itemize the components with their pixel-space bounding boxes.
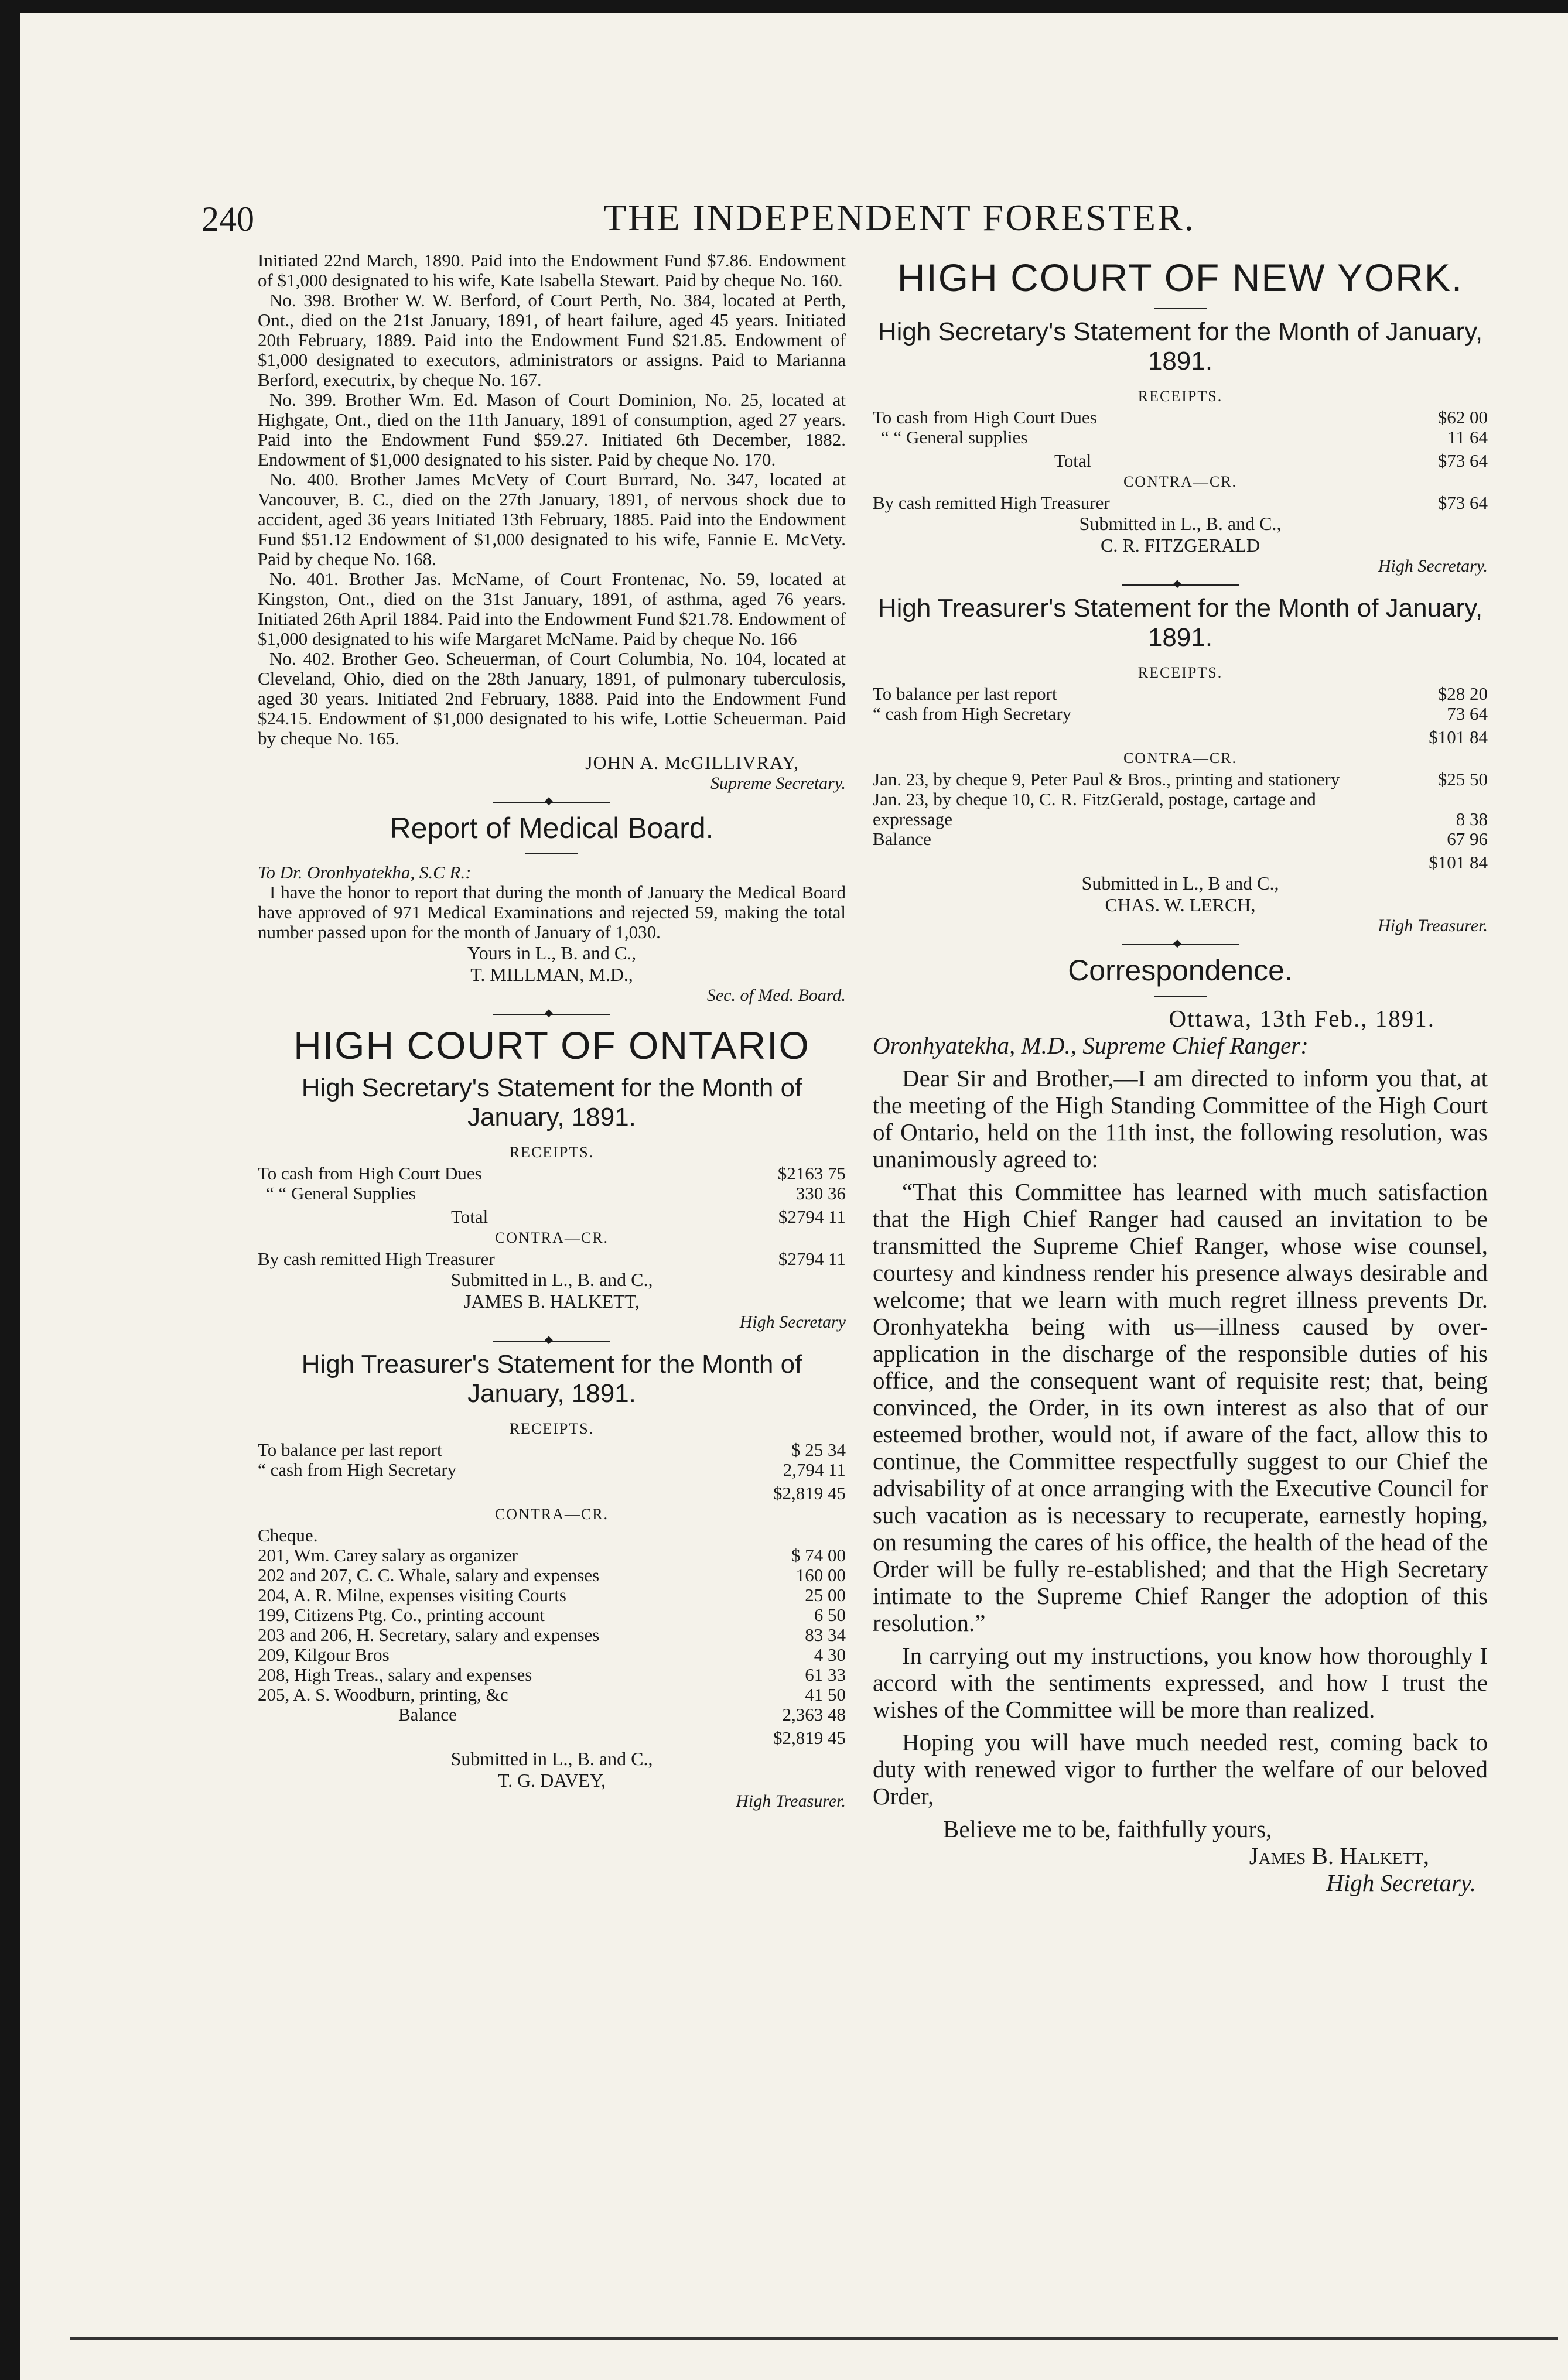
medical-report — [258, 863, 846, 942]
ontario-treasurer-name: T. G. DAVEY, — [497, 1770, 606, 1791]
divider — [1122, 584, 1239, 586]
contra-label: CONTRA—CR. — [1123, 473, 1238, 490]
ledger-row: By cash remitted High Treasurer $73 64 — [873, 493, 1488, 513]
receipts-label: RECEIPTS. — [509, 1144, 595, 1161]
new-york-secretary-heading: High Secretary's Statement for the Month of January, 1891. — [877, 317, 1483, 375]
new-york-secretary-submitted: Submitted in L., B. and C., — [1079, 513, 1282, 534]
ontario-secretary-heading: High Secretary's Statement for the Month of January, 1891. — [301, 1073, 802, 1131]
ledger-row: To balance per last report $28 20 — [873, 683, 1488, 704]
ledger-row: Jan. 23, by cheque 9, Peter Paul & Bros., printing and stationery $25 50 — [873, 769, 1488, 789]
ledger-row: 208, High Treas., salary and expenses 61 33 — [258, 1664, 846, 1685]
new-york-heading: HIGH COURT OF NEW YORK. — [897, 256, 1464, 299]
correspondence-heading: Correspondence. — [1068, 954, 1293, 987]
death-notices — [258, 251, 846, 748]
ontario-treasurer-heading: High Treasurer's Statement for the Month of January, 1891. — [301, 1350, 802, 1408]
ledger-row: 202 and 207, C. C. Whale, salary and expenses 160 00 — [258, 1565, 846, 1585]
cheque-label: Cheque. — [258, 1525, 318, 1545]
ledger-row: 203 and 206, H. Secretary, salary and expenses 83 34 — [258, 1625, 846, 1645]
correspondence-closing: Believe me to be, faithfully yours, — [943, 1815, 1272, 1842]
ledger-row: To cash from High Court Dues $62 00 — [873, 407, 1488, 428]
divider — [493, 1014, 610, 1015]
correspondence-dateline: Ottawa, 13th Feb., 1891. — [1169, 1005, 1435, 1032]
correspondence-signer-name: James B. Halkett, — [1249, 1842, 1429, 1869]
ledger-row: To balance per last report $ 25 34 — [258, 1439, 846, 1460]
ontario-treasurer-cheques — [258, 1545, 846, 1748]
contra-label: CONTRA—CR. — [494, 1229, 609, 1246]
receipts-label: RECEIPTS. — [1137, 664, 1223, 681]
death-notice: No. 400. Brother James McVety of Court Burrard, No. 347, located at Vancouver, B. C., died on the 27th January, 1891, of nervous shock due to accident, aged 36 years Initiated 13th February, 1885. Paid into the Endowment Fund $51.12 Endowment of $1,000 designated to his wife, Fannie E. McVety. Paid by cheque No. 168. — [258, 469, 846, 569]
correspondence-paragraph: Hoping you will have much needed rest, coming back to duty with renewed vigor to further the welfare of our beloved Order, — [873, 1729, 1488, 1810]
right-column — [873, 251, 1488, 1896]
correspondence-body — [873, 1065, 1488, 1810]
new-york-treasurer-heading: High Treasurer's Statement for the Month of January, 1891. — [877, 594, 1483, 652]
divider — [1122, 944, 1239, 945]
divider — [493, 1341, 610, 1342]
scan-edge-bottom — [70, 2337, 1558, 2340]
ledger-row: To cash from High Court Dues $2163 75 — [258, 1163, 846, 1184]
death-notice: No. 398. Brother W. W. Berford, of Court Perth, No. 384, located at Perth, Ont., died on the 21st January, 1891, of heart failure, aged 45 years. Initiated 20th February, 1889. Paid into the Endowment Fund $21.85. Endowment of $1,000 designated to executors, administrators or assigns. Paid to Marianna Berford, executrix, by cheque No. 167. — [258, 290, 846, 390]
scan-edge-left — [0, 0, 20, 2380]
divider — [1154, 996, 1207, 997]
ledger-row: “ “ General supplies 11 64 — [881, 427, 1488, 447]
ledger-total: $101 84 — [1429, 727, 1488, 747]
medical-salutation: To Dr. Oronhyatekha, S.C R.: — [258, 862, 472, 883]
ledger-row: “ “ General Supplies 330 36 — [266, 1183, 846, 1203]
ledger-total: Total $2794 11 — [451, 1206, 846, 1227]
ontario-secretary-receipts — [258, 1164, 846, 1227]
ontario-treasurer-submitted: Submitted in L., B. and C., — [450, 1748, 653, 1769]
divider — [1154, 308, 1207, 309]
ledger-total: Total $73 64 — [1054, 450, 1488, 471]
death-notice: No. 401. Brother Jas. McName, of Court Frontenac, No. 59, located at Kingston, Ont., died on the 31st January, 1891, of asthma, aged 76 years. Initiated 26th April 1884. Paid into the Endowment Fund $21.78. Endowment of $1,000 designated to his wife Margaret McName. Paid by cheque No. 166 — [258, 569, 846, 649]
medical-signer-role: Sec. of Med. Board. — [706, 986, 846, 1005]
ontario-treasurer-receipts — [258, 1440, 846, 1503]
ledger-row: 204, A. R. Milne, expenses visiting Courts 25 00 — [258, 1585, 846, 1605]
new-york-secretary-receipts — [873, 408, 1488, 471]
ledger-row: 209, Kilgour Bros 4 30 — [258, 1644, 846, 1665]
ledger-row: 199, Citizens Ptg. Co., printing account 6 50 — [258, 1605, 846, 1625]
correspondence-signer-role: High Secretary. — [1326, 1869, 1476, 1896]
new-york-secretary-role: High Secretary. — [1378, 556, 1488, 576]
ledger-row: Jan. 23, by cheque 10, C. R. FitzGerald, postage, cartage and expressage 8 38 — [873, 789, 1488, 829]
new-york-treasurer-name: CHAS. W. LERCH, — [1105, 894, 1256, 915]
page-number: 240 — [201, 200, 254, 238]
medical-body: I have the honor to report that during the month of January the Medical Board have approved of 971 Medical Examinations and rejected 59, making the total number passed upon for the month of January of 1,030. — [258, 882, 846, 942]
ontario-secretary-role: High Secretary — [739, 1312, 846, 1332]
ledger-row: Balance 67 96 — [873, 829, 1488, 849]
ledger-total: $2,819 45 — [773, 1728, 846, 1748]
new-york-treasurer-receipts — [873, 684, 1488, 747]
ledger-row: “ cash from High Secretary 2,794 11 — [258, 1459, 846, 1480]
supreme-secretary-role: Supreme Secretary. — [710, 774, 846, 793]
contra-label: CONTRA—CR. — [494, 1506, 609, 1523]
receipts-label: RECEIPTS. — [1137, 388, 1223, 405]
receipts-label: RECEIPTS. — [509, 1420, 595, 1437]
ledger-row: Balance 2,363 48 — [398, 1704, 846, 1725]
scan-edge-top — [0, 0, 1568, 13]
new-york-secretary-contra — [873, 493, 1488, 513]
medical-signer-name: T. MILLMAN, M.D., — [470, 964, 633, 985]
ledger-row: 205, A. S. Woodburn, printing, &c 41 50 — [258, 1684, 846, 1705]
running-title: THE INDEPENDENT FORESTER. — [603, 197, 1195, 238]
left-column — [258, 251, 846, 1811]
correspondence-paragraph: “That this Committee has learned with much satisfaction that the High Chief Ranger had caused an invitation to be transmitted the Supreme Chief Ranger, whose wise counsel, courtesy and kindness render his presence always desirable and welcome; that we learn with much regret illness prevents Dr. Oronhyatekha being with us—illness caused by over-application in the discharge of the responsible duties of his office, and the consequent want of requisite rest; that, being convinced, the Order, in its own interest as also that of our esteemed brother, would not, if aware of the fact, allow this to continue, the Committee respectfully suggest to our Chief the advisability of at once arranging with the Executive Council for such vacation as is necessary to recuperate, earnestly hoping, on resuming the cares of his office, the health of the head of the Order will be fully re-established; and that the High Secretary intimate to the Supreme Chief Ranger the adoption of this resolution.” — [873, 1178, 1488, 1636]
supreme-secretary-name: JOHN A. McGILLIVRAY, — [585, 752, 799, 773]
death-notice: Initiated 22nd March, 1890. Paid into the Endowment Fund $7.86. Endowment of $1,000 designated to his wife, Kate Isabella Stewart. Paid by cheque No. 160. — [258, 251, 846, 290]
ontario-heading: HIGH COURT OF ONTARIO — [293, 1024, 810, 1067]
new-york-treasurer-contra — [873, 770, 1488, 873]
new-york-secretary-name: C. R. FITZGERALD — [1101, 535, 1260, 556]
ledger-total: $2,819 45 — [773, 1483, 846, 1503]
ontario-secretary-contra — [258, 1249, 846, 1269]
new-york-treasurer-role: High Treasurer. — [1378, 916, 1488, 935]
ledger-total: $101 84 — [1429, 852, 1488, 873]
ontario-secretary-name: JAMES B. HALKETT, — [464, 1291, 640, 1312]
new-york-treasurer-submitted: Submitted in L., B and C., — [1081, 873, 1279, 894]
ledger-row: 201, Wm. Carey salary as organizer $ 74 00 — [258, 1545, 846, 1565]
ontario-treasurer-role: High Treasurer. — [736, 1791, 846, 1811]
divider — [493, 802, 610, 803]
ledger-row: “ cash from High Secretary 73 64 — [873, 703, 1488, 724]
correspondence-addressee: Oronhyatekha, M.D., Supreme Chief Ranger: — [873, 1032, 1309, 1059]
contra-label: CONTRA—CR. — [1123, 750, 1238, 767]
ontario-secretary-submitted: Submitted in L., B. and C., — [450, 1269, 653, 1290]
divider — [525, 853, 578, 854]
medical-board-heading: Report of Medical Board. — [390, 812, 714, 844]
correspondence-paragraph: Dear Sir and Brother,—I am directed to inform you that, at the meeting of the High Standing Committee of the High Court of Ontario, held on the 11th inst, the following resolution, was unanimously agreed to: — [873, 1065, 1488, 1172]
death-notice: No. 399. Brother Wm. Ed. Mason of Court Dominion, No. 25, located at Highgate, Ont., died on the 11th January, 1891 of consumption, aged 27 years. Paid into the Endowment Fund $59.27. Initiated 6th December, 1882. Endowment of $1,000 designated to his sister. Paid by cheque No. 170. — [258, 389, 846, 470]
death-notice: No. 402. Brother Geo. Scheuerman, of Court Columbia, No. 104, located at Cleveland, Ohio, died on the 28th January, 1891, of pulmonary tuberculosis, aged 30 years. Initiated 2nd February, 1888. Paid into the Endowment Fund $24.15. Endowment of $1,000 designated to his wife, Lottie Scheuerman. Paid by cheque No. 165. — [258, 648, 846, 748]
ledger-row: By cash remitted High Treasurer $2794 11 — [258, 1249, 846, 1269]
correspondence-paragraph: In carrying out my instructions, you know how thoroughly I accord with the sentiments expressed, and how I trust the wishes of the Committee will be more than realized. — [873, 1642, 1488, 1723]
medical-closing: Yours in L., B. and C., — [467, 942, 637, 963]
